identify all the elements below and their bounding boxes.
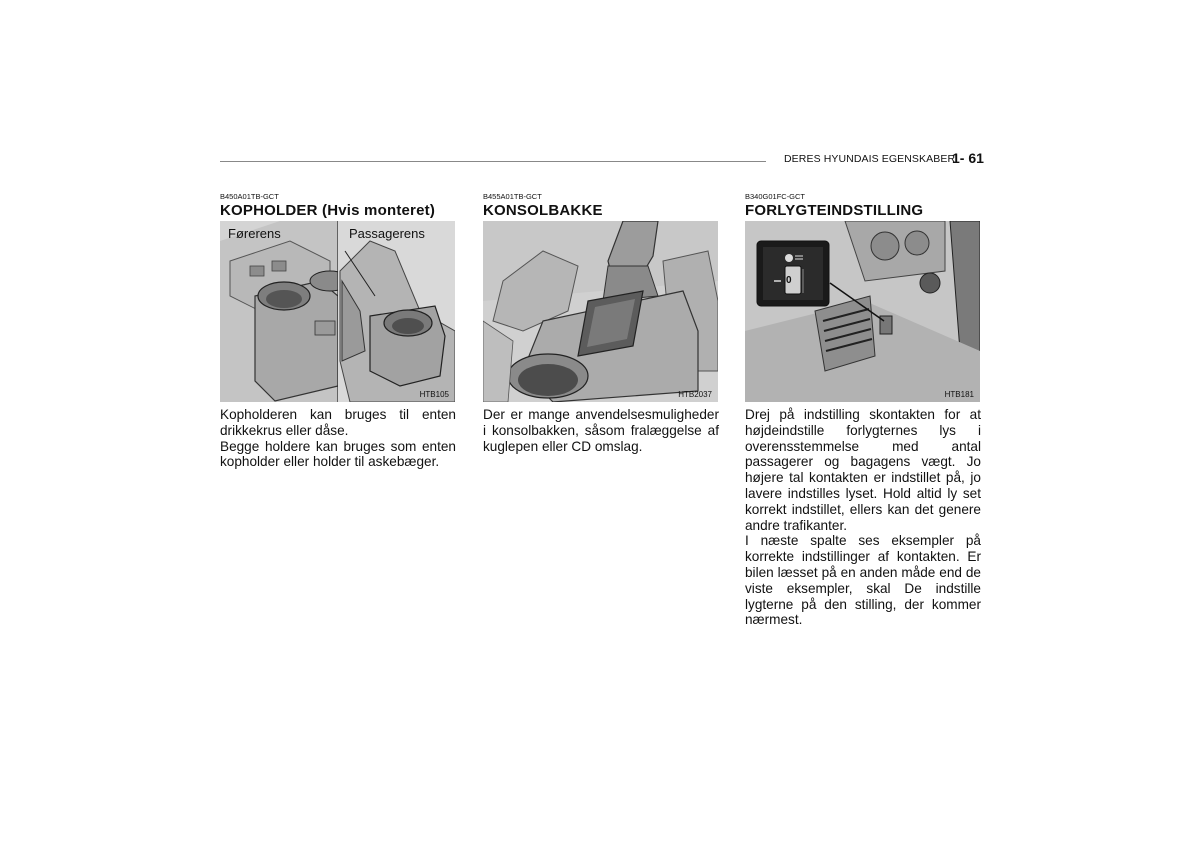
- headlight-leveling-illustration: [745, 221, 980, 402]
- page-number: 1- 61: [952, 150, 984, 166]
- paragraph: I næste spalte ses eksempler på korrekte indstillinger af kontakten. Er bilen læsset på en anden måde end de viste eksempler, skal De indstille lygterne på den stilling, der kommer nærmest.: [745, 533, 981, 628]
- section-title: KONSOLBAKKE: [483, 202, 603, 219]
- figure-code: HTB181: [944, 390, 974, 399]
- running-title: DERES HYUNDAIS EGENSKABER: [784, 153, 956, 165]
- headlight-leveling-figure: [745, 221, 980, 402]
- paragraph: Drej på indstilling skontakten for at højdeindstille forlygternes lys i overensstemmelse med antal passagerer og bagagens vægt. Jo højere tal kontakten er indstillet på, jo lavere indstilles lyset. Hold altid ly set korrekt indstillet, ellers kan det genere andre trafikanter.: [745, 407, 981, 533]
- section-code: B340G01FC-GCT: [745, 192, 806, 201]
- console-tray-figure: [483, 221, 718, 402]
- figure-label-passenger: Passagerens: [349, 226, 425, 241]
- cup-holder-figure: [220, 221, 455, 402]
- figure-code: HTB105: [419, 390, 449, 399]
- section-code: B450A01TB-GCT: [220, 192, 279, 201]
- section-konsolbakke: [483, 192, 719, 454]
- console-tray-illustration: [483, 221, 718, 402]
- section-body: [483, 407, 719, 454]
- figure-code: HTB2037: [678, 390, 712, 399]
- paragraph: Begge holdere kan bruges som enten kopholder eller holder til askebæger.: [220, 438, 456, 470]
- dial-value: 0: [786, 275, 792, 286]
- section-body: [220, 407, 456, 470]
- section-body: [745, 407, 981, 628]
- section-forlygteindstilling: [745, 192, 981, 628]
- paragraph: Der er mange anvendelsesmuligheder i konsolbakken, såsom fralæggelse af kuglepen eller CD omslag.: [483, 407, 719, 454]
- section-kopholder: [220, 192, 456, 470]
- cup-holder-illustration: [220, 221, 455, 402]
- section-title: FORLYGTEINDSTILLING: [745, 202, 924, 219]
- section-title: KOPHOLDER (Hvis monteret): [220, 202, 436, 219]
- header-rule: [220, 161, 766, 162]
- paragraph: Kopholderen kan bruges til enten drikkekrus eller dåse.: [220, 407, 456, 438]
- section-code: B455A01TB-GCT: [483, 192, 542, 201]
- figure-label-driver: Førerens: [228, 226, 281, 241]
